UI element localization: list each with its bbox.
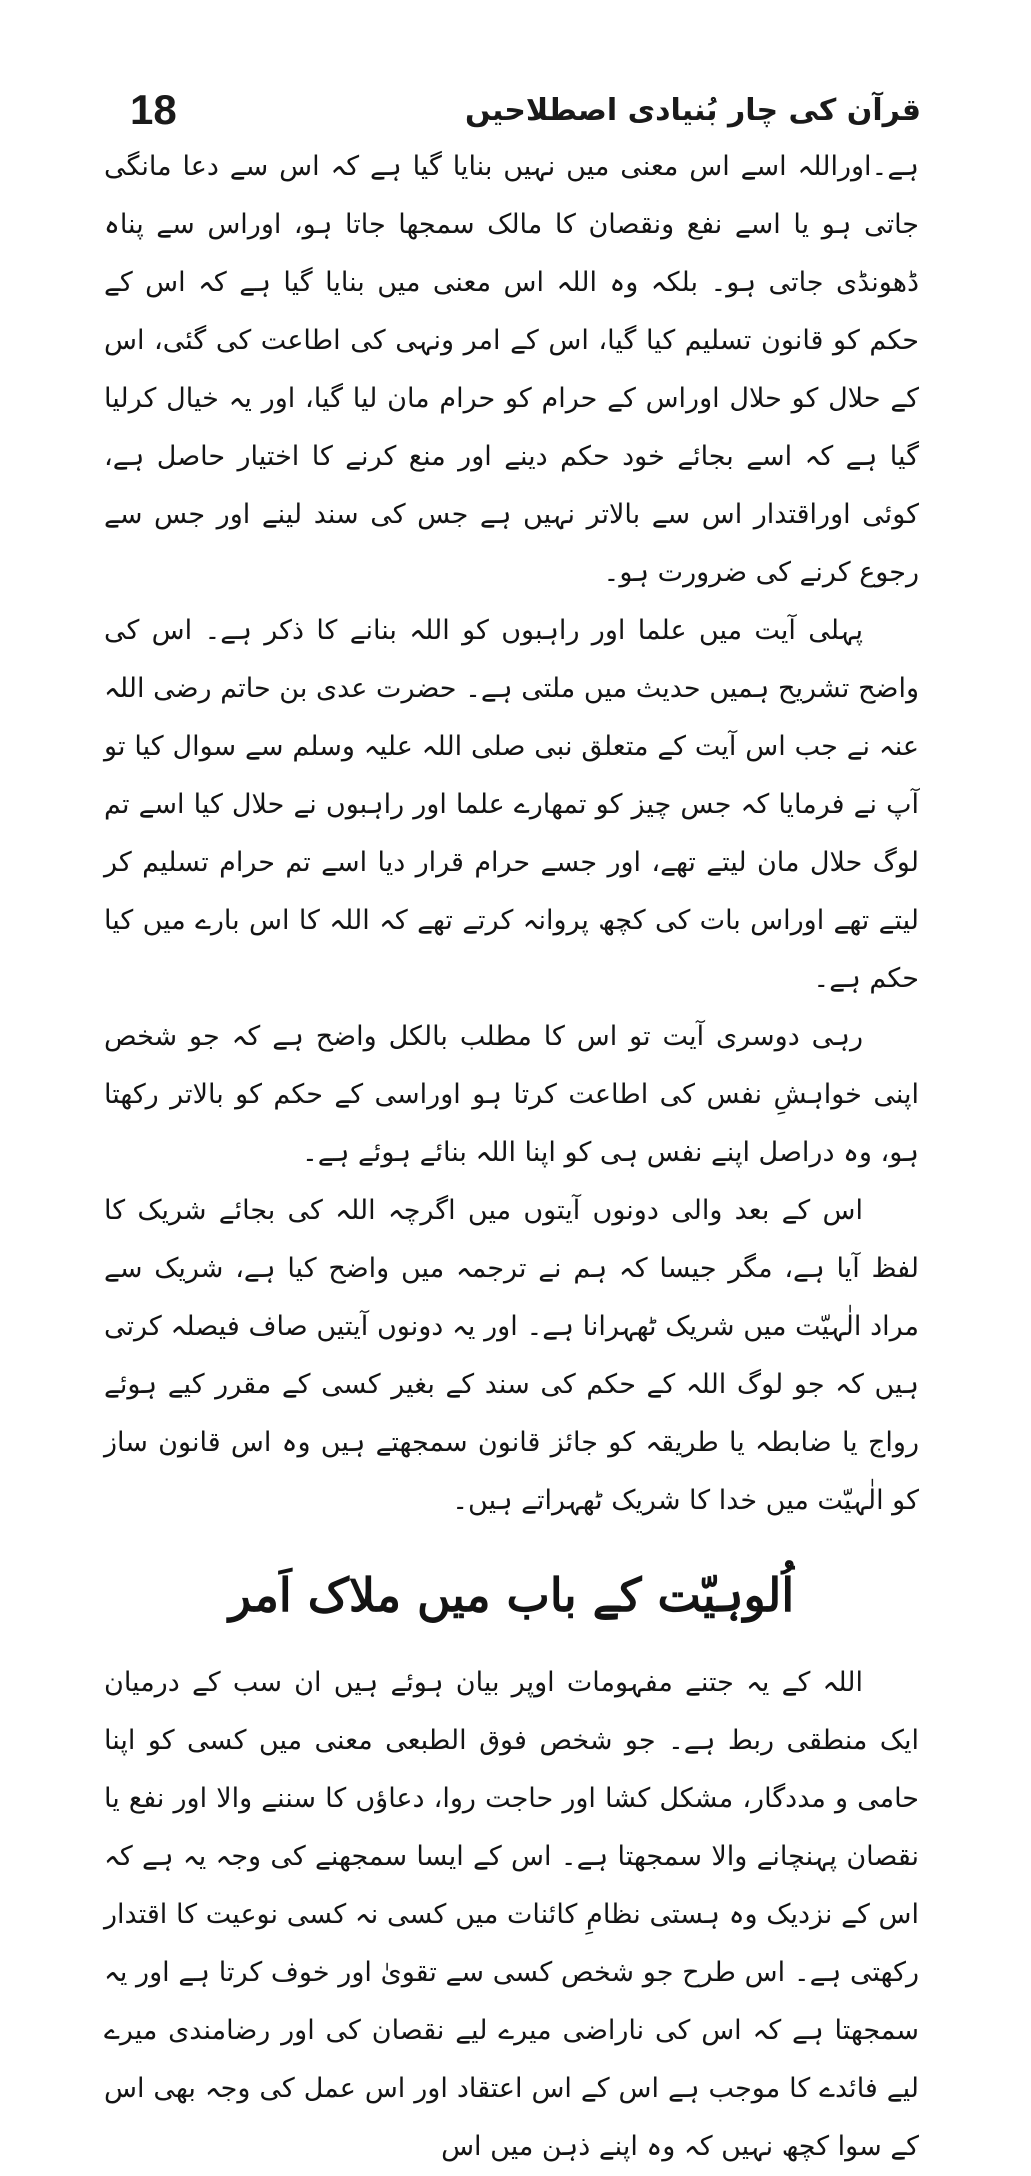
running-header (130, 82, 921, 138)
section-heading: اُلوہیّت کے باب میں ملاک اَمر (228, 1568, 795, 1622)
paragraph: رہی دوسری آیت تو اس کا مطلب بالکل واضح ہے کہ جو شخص اپنی خواہشِ نفس کی اطاعت کرتا ہو اوراسی کے حکم کو بالاتر رکھتا ہو، وہ دراصل اپنے نفس ہی کو اپنا اللہ بنائے ہوئے ہے۔ (104, 1021, 919, 1168)
paragraph: اس کے بعد والی دونوں آیتوں میں اگرچہ اللہ کی بجائے شریک کا لفظ آیا ہے، مگر جیسا کہ ہم نے ترجمہ میں واضح کیا ہے، شریک سے مراد الٰہیّت میں شریک ٹھہرانا ہے۔ اور یہ دونوں آیتیں صاف فیصلہ کرتی ہیں کہ جو لوگ اللہ کے حکم کی سند کے بغیر کسی کے مقرر کیے ہوئے رواج یا ضابطہ یا طریقہ کو جائز قانون سمجھتے ہیں وہ اس قانون ساز کو الٰہیّت میں خدا کا شریک ٹھہراتے ہیں۔ (104, 1195, 919, 1516)
paragraph: ہے۔اوراللہ اسے اس معنی میں نہیں بنایا گیا ہے کہ اس سے دعا مانگی جاتی ہو یا اسے نفع ونقصان کا مالک سمجھا جاتا ہو، اوراس سے پناہ ڈھونڈی جاتی ہو۔ بلکہ وہ اللہ اس معنی میں بنایا گیا ہے کہ اس کے حکم کو قانون تسلیم کیا گیا، اس کے امر ونہی کی اطاعت کی گئی، اس کے حلال کو حلال اوراس کے حرام کو حرام مان لیا گیا، اور یہ خیال کرلیا گیا ہے کہ اسے بجائے خود حکم دینے اور منع کرنے کا اختیار حاصل ہے، کوئی اوراقتدار اس سے بالاتر نہیں ہے جس کی سند لینے اور جس سے رجوع کرنے کی ضرورت ہو۔ (104, 151, 919, 588)
paragraph: اللہ کے یہ جتنے مفہومات اوپر بیان ہوئے ہیں ان سب کے درمیان ایک منطقی ربط ہے۔ جو شخص فوق الطبعی معنی میں کسی کو اپنا حامی و مددگار، مشکل کشا اور حاجت روا، دعاؤں کا سننے والا اور نفع یا نقصان پہنچانے والا سمجھتا ہے۔ اس کے ایسا سمجھنے کی وجہ یہ ہے کہ اس کے نزدیک وہ ہستی نظامِ کائنات میں کسی نہ کسی نوعیت کا اقتدار رکھتی ہے۔ اس طرح جو شخص کسی سے تقویٰ اور خوف کرتا ہے اور یہ سمجھتا ہے کہ اس کی ناراضی میرے لیے نقصان کی اور رضامندی میرے لیے فائدے کا موجب ہے اس کے اس اعتقاد اور اس عمل کی وجہ بھی اس کے سوا کچھ نہیں کہ وہ اپنے ذہن میں اس (104, 1667, 919, 2162)
page-number: 18 (130, 86, 177, 133)
page-body (104, 138, 919, 2176)
book-title: قرآن کی چار بُنیادی اصطلاحیں (465, 92, 921, 128)
paragraph: پہلی آیت میں علما اور راہبوں کو اللہ بنانے کا ذکر ہے۔ اس کی واضح تشریح ہمیں حدیث میں ملتی ہے۔ حضرت عدی بن حاتم رضی اللہ عنہ نے جب اس آیت کے متعلق نبی صلی اللہ علیہ وسلم سے سوال کیا تو آپ نے فرمایا کہ جس چیز کو تمھارے علما اور راہبوں نے حلال کیا اسے تم لوگ حلال مان لیتے تھے، اور جسے حرام قرار دیا اسے تم حرام تسلیم کر لیتے تھے اوراس بات کی کچھ پروانہ کرتے تھے کہ اللہ کا اس بارے میں کیا حکم ہے۔ (104, 615, 919, 994)
